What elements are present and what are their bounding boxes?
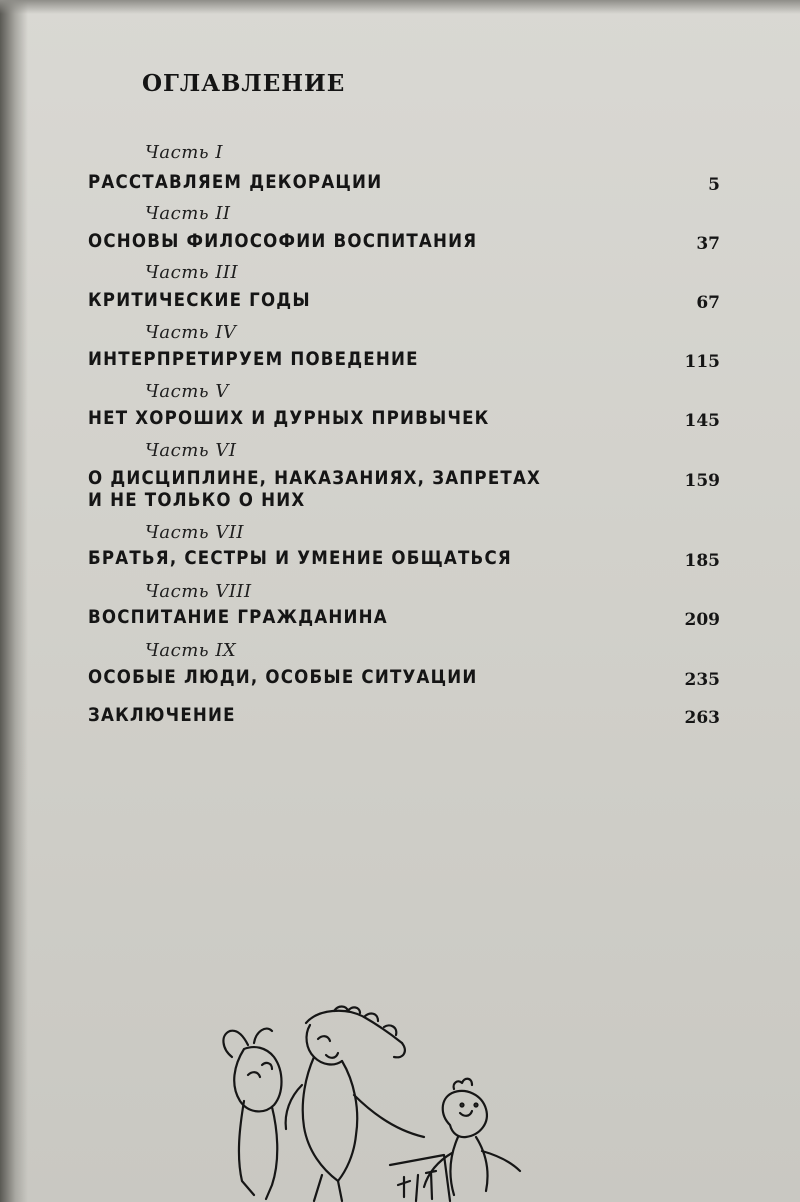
part-label: Часть I [145, 142, 223, 163]
page-number: 263 [684, 708, 720, 728]
page-number: 209 [684, 610, 720, 630]
part-label: Часть VI [145, 440, 237, 461]
chapter-title-line: КРИТИЧЕСКИЕ ГОДЫ [88, 290, 311, 311]
chapter-title [88, 290, 311, 312]
chapter-title [88, 667, 478, 689]
part-label: Часть IX [145, 640, 237, 661]
page-number: 5 [708, 175, 720, 195]
chapter-title [88, 607, 388, 629]
page-number: 145 [684, 411, 720, 431]
chapter-title-line: ОСОБЫЕ ЛЮДИ, ОСОБЫЕ СИТУАЦИИ [88, 667, 478, 688]
page-number: 235 [684, 670, 720, 690]
chapter-title [88, 468, 541, 512]
page-title: ОГЛАВЛЕНИЕ [142, 70, 346, 97]
page-number: 115 [684, 352, 720, 372]
part-label: Часть VII [145, 522, 245, 543]
chapter-title-line: ИНТЕРПРЕТИРУЕМ ПОВЕДЕНИЕ [88, 349, 419, 370]
chapter-title [88, 548, 512, 570]
chapter-title-line: О ДИСЦИПЛИНЕ, НАКАЗАНИЯХ, ЗАПРЕТАХ [88, 468, 542, 489]
chapter-title [88, 349, 419, 371]
chapter-title-line: НЕТ ХОРОШИХ И ДУРНЫХ ПРИВЫЧЕК [88, 408, 490, 429]
chapter-title [88, 231, 477, 253]
chapter-title [88, 705, 236, 727]
chapter-title-line: И НЕ ТОЛЬКО О НИХ [88, 490, 306, 511]
chapter-title-line: ЗАКЛЮЧЕНИЕ [88, 705, 236, 726]
page-number: 37 [696, 234, 720, 254]
part-label: Часть III [145, 262, 239, 283]
family-illustration [214, 1005, 534, 1202]
page-number: 185 [684, 551, 720, 571]
chapter-title-line: ВОСПИТАНИЕ ГРАЖДАНИНА [88, 607, 388, 628]
chapter-title-line: БРАТЬЯ, СЕСТРЫ И УМЕНИЕ ОБЩАТЬСЯ [88, 548, 512, 569]
part-label: Часть VIII [145, 581, 252, 602]
chapter-title-line: ОСНОВЫ ФИЛОСОФИИ ВОСПИТАНИЯ [88, 231, 478, 252]
chapter-title-line: РАССТАВЛЯЕМ ДЕКОРАЦИИ [88, 172, 383, 193]
chapter-title [88, 172, 382, 194]
part-label: Часть V [145, 381, 229, 402]
page-number: 67 [696, 293, 720, 313]
part-label: Часть IV [145, 322, 237, 343]
page-number: 159 [684, 471, 720, 491]
chapter-title [88, 408, 489, 430]
part-label: Часть II [145, 203, 231, 224]
